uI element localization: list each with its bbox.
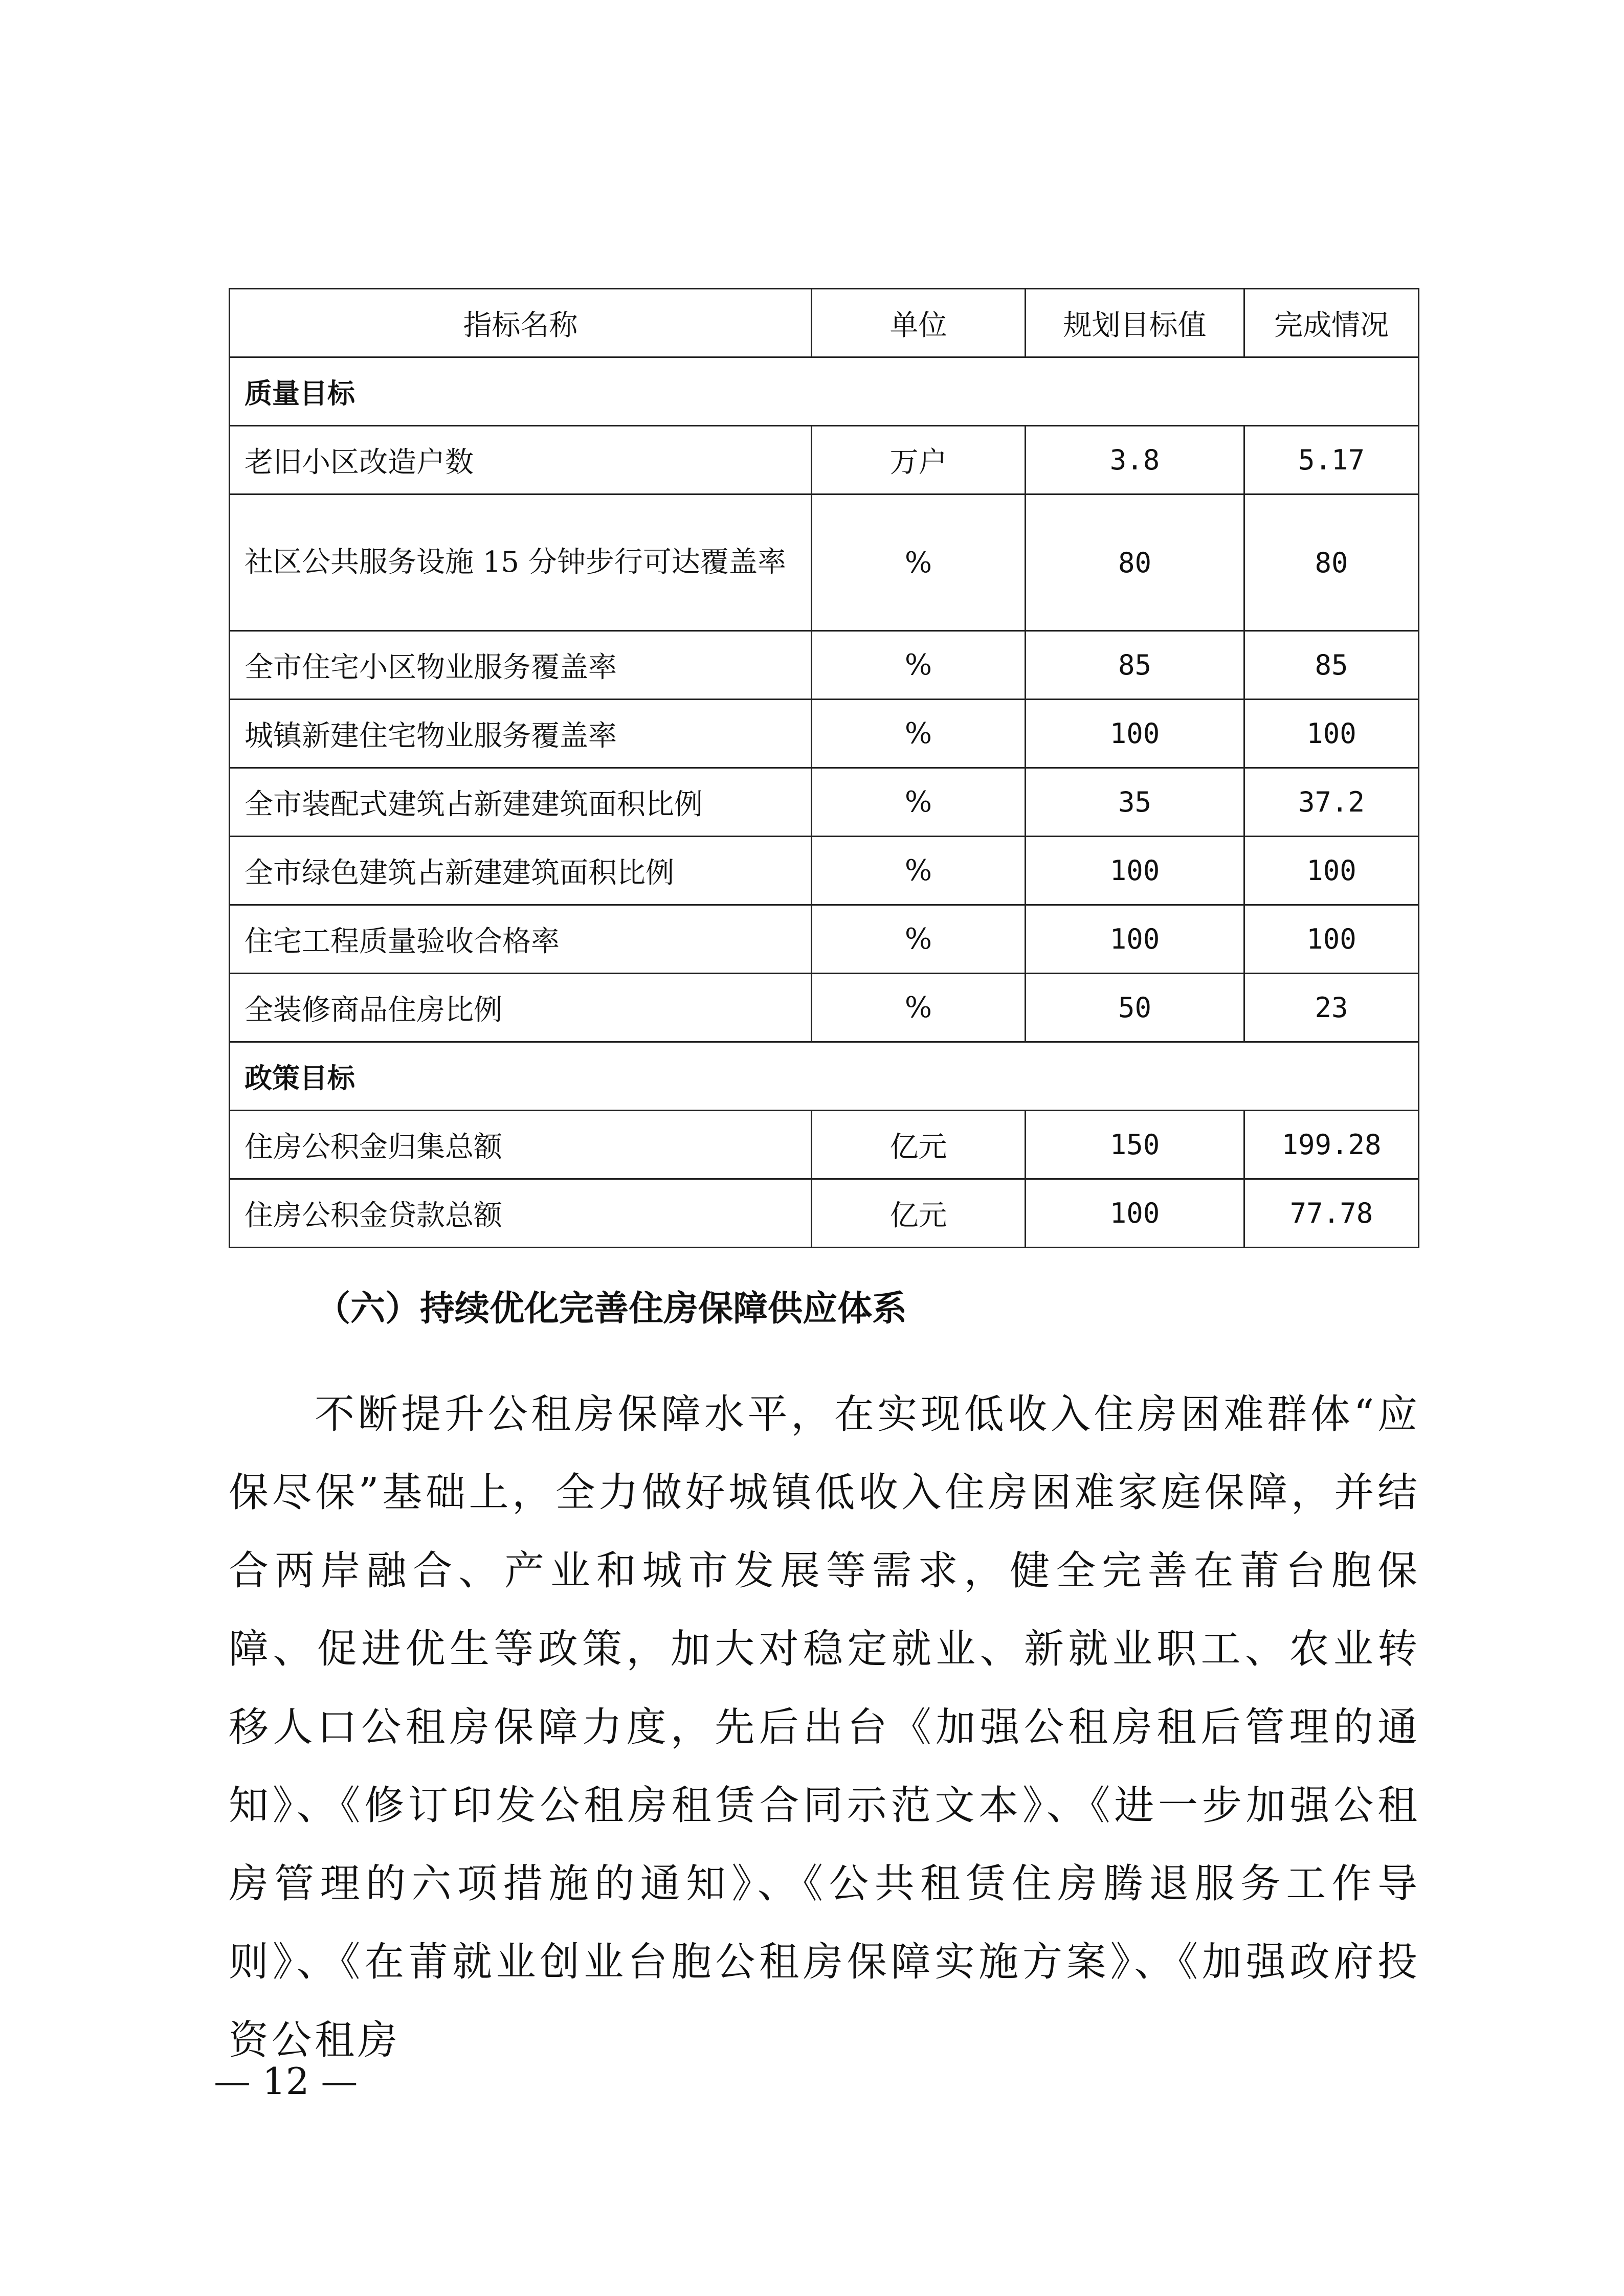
row-target: 100: [1026, 905, 1244, 974]
row-target: 35: [1026, 768, 1244, 837]
table-row: [230, 1179, 1419, 1248]
table-row: [230, 768, 1419, 837]
table-row: [230, 426, 1419, 494]
table-row: [230, 494, 1419, 631]
row-name: 全装修商品住房比例: [230, 974, 812, 1042]
row-name: 住房公积金归集总额: [230, 1111, 812, 1179]
table-header-row: [230, 289, 1419, 357]
row-unit: %: [812, 700, 1026, 768]
row-target: 100: [1026, 1179, 1244, 1248]
row-name: 全市绿色建筑占新建建筑面积比例: [230, 837, 812, 905]
row-unit: %: [812, 837, 1026, 905]
header-unit: 单位: [812, 289, 1026, 357]
table-row: [230, 631, 1419, 700]
table-row: [230, 905, 1419, 974]
page-number: — 12 —: [214, 2060, 358, 2103]
row-done: 37.2: [1244, 768, 1419, 837]
row-unit: %: [812, 768, 1026, 837]
section-label-quality: 质量目标: [230, 357, 1419, 426]
row-unit: 亿元: [812, 1179, 1026, 1248]
row-unit: 亿元: [812, 1111, 1026, 1179]
row-name: 社区公共服务设施 15 分钟步行可达覆盖率: [230, 494, 812, 631]
indicator-table: [229, 288, 1419, 1248]
row-unit: %: [812, 905, 1026, 974]
row-target: 100: [1026, 837, 1244, 905]
row-done: 23: [1244, 974, 1419, 1042]
row-done: 100: [1244, 837, 1419, 905]
section-row-quality: [230, 357, 1419, 426]
row-name: 老旧小区改造户数: [230, 426, 812, 494]
table-row: [230, 700, 1419, 768]
row-done: 5.17: [1244, 426, 1419, 494]
row-unit: 万户: [812, 426, 1026, 494]
row-unit: %: [812, 974, 1026, 1042]
header-target-value: 规划目标值: [1026, 289, 1244, 357]
row-name: 全市住宅小区物业服务覆盖率: [230, 631, 812, 700]
row-done: 77.78: [1244, 1179, 1419, 1248]
section-row-policy: [230, 1042, 1419, 1111]
header-indicator-name: 指标名称: [230, 289, 812, 357]
row-name: 住宅工程质量验收合格率: [230, 905, 812, 974]
row-name: 住房公积金贷款总额: [230, 1179, 812, 1248]
table-row: [230, 974, 1419, 1042]
row-done: 100: [1244, 700, 1419, 768]
row-unit: %: [812, 631, 1026, 700]
row-target: 50: [1026, 974, 1244, 1042]
section-label-policy: 政策目标: [230, 1042, 1419, 1111]
row-done: 199.28: [1244, 1111, 1419, 1179]
row-name: 城镇新建住宅物业服务覆盖率: [230, 700, 812, 768]
row-name: 全市装配式建筑占新建建筑面积比例: [230, 768, 812, 837]
row-done: 85: [1244, 631, 1419, 700]
row-done: 100: [1244, 905, 1419, 974]
section-heading: （六）持续优化完善住房保障供应体系: [316, 1289, 907, 1329]
row-target: 85: [1026, 631, 1244, 700]
row-target: 80: [1026, 494, 1244, 631]
row-unit: %: [812, 494, 1026, 631]
row-target: 150: [1026, 1111, 1244, 1179]
row-done: 80: [1244, 494, 1419, 631]
table-row: [230, 837, 1419, 905]
header-completion: 完成情况: [1244, 289, 1419, 357]
row-target: 3.8: [1026, 426, 1244, 494]
table-row: [230, 1111, 1419, 1179]
row-target: 100: [1026, 700, 1244, 768]
body-paragraph: 不断提升公租房保障水平，在实现低收入住房困难群体“应保尽保”基础上，全力做好城镇低收入住房困难家庭保障，并结合两岸融合、产业和城市发展等需求，健全完善在莆台胞保障、促进优生等政策，加大对稳定就业、新就业职工、农业转移人口公租房保障力度，先后出台《加强公租房租后管理的通知》、《修订印发公租房租赁合同示范文本》、《进一步加强公租房管理的六项措施的通知》、《公共租赁住房腾退服务工作导则》、《在莆就业创业台胞公租房保障实施方案》、《加强政府投资公租房: [229, 1391, 1420, 2063]
